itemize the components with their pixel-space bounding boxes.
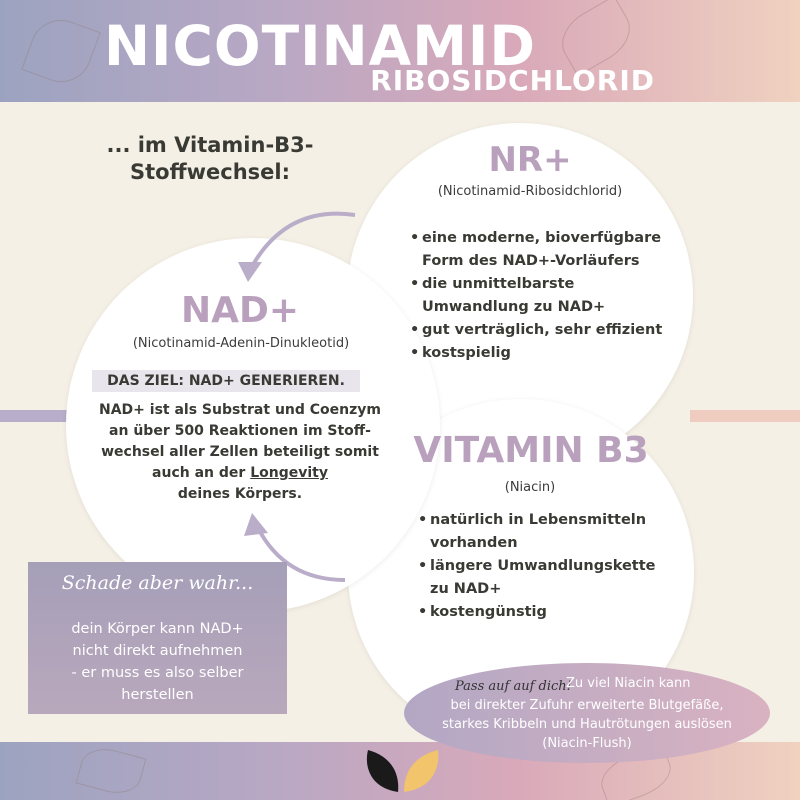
note-line: - er muss es also selber [71,665,244,681]
goal-banner: DAS ZIEL: NAD+ GENERIEREN. [92,370,360,392]
nad-body-line: deines Körpers. [177,486,303,502]
nad-subtitle: (Nicotinamid-Adenin-Dinukleotid) [132,336,350,351]
note-line: herstellen [121,687,194,703]
nad-title: NAD+ [180,290,300,331]
list-item-continued: vorhanden [430,535,518,551]
warning-line: (Niacin-Flush) [542,736,632,751]
vitamin-b3-bullet-list [418,509,658,624]
list-item: • kostengünstig [418,601,658,624]
nr-title: NR+ [488,140,572,180]
longevity-link[interactable]: Longevity [250,465,328,481]
note-body [48,618,267,706]
intro-line: ... im Vitamin-B3- [106,133,314,157]
nad-body-text: auch an der [152,465,246,481]
brand-logo-icon [360,748,444,792]
arrowhead-icon [238,262,262,282]
warning-lead: Zu viel Niacin kann [566,676,691,691]
logo-black-leaf-icon [367,750,398,792]
note-title: Schade aber wahr... [61,572,254,594]
note-line: dein Körper kann NAD+ [71,621,244,637]
warning-line: bei direkter Zufuhr erweiterte Blutgefäße, [450,698,724,713]
warning-body [412,696,762,753]
list-item-continued: Umwandlung zu NAD+ [422,299,606,315]
intro-line: Stoffwechsel: [130,160,290,184]
list-item: • längere Umwandlungskette [418,555,658,578]
warning-line: starkes Kribbeln und Hautrötungen auslösen [442,717,732,732]
list-item-continued: zu NAD+ [430,581,502,597]
list-item: • die unmittelbarste [410,273,700,296]
list-item: • gut verträglich, sehr effizient [410,319,700,342]
nr-bullet-list [410,227,700,365]
vitamin-b3-subtitle: (Niacin) [504,480,556,495]
nad-body-line: an über 500 Reaktionen im Stoff- [109,423,371,439]
nr-subtitle: (Nicotinamid-Ribosidchlorid) [437,184,623,199]
nad-body-line: wechsel aller Zellen beteiligt somit [101,444,379,460]
arrowhead-icon [244,513,268,536]
list-item: • natürlich in Lebensmitteln [418,509,658,532]
arrow-nr-to-nad-icon [250,214,355,270]
page-title: NICOTINAMID [104,14,537,78]
list-item: • eine moderne, bioverfügbare [410,227,700,250]
warning-script-heading: Pass auf auf dich! [455,679,572,694]
page-subtitle: RIBOSIDCHLORID [370,64,655,97]
list-item-continued: Form des NAD+-Vorläufers [422,253,640,269]
list-item: • kostspielig [410,342,700,365]
nad-body-line [80,463,400,484]
note-box [28,562,287,714]
nad-body-line: NAD+ ist als Substrat und Coenzym [99,402,381,418]
vitamin-b3-title: VITAMIN B3 [413,430,649,471]
note-line: nicht direkt aufnehmen [72,643,243,659]
nad-description [80,400,400,505]
logo-yellow-leaf-icon [404,750,438,792]
